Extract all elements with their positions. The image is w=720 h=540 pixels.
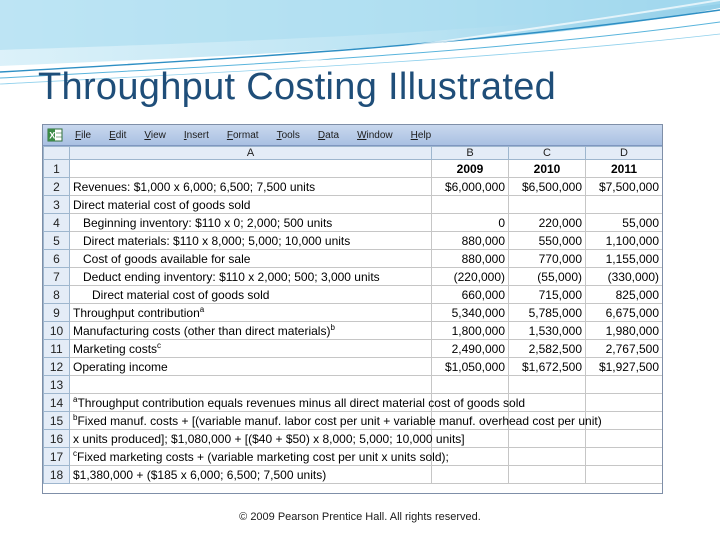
cell-d12[interactable]: $1,927,500: [586, 358, 663, 376]
menu-data[interactable]: Data: [317, 129, 340, 141]
note-cell-a17[interactable]: [70, 448, 449, 466]
table-row: [44, 376, 663, 394]
table-row: [44, 412, 663, 430]
footnote-marker: b: [73, 412, 78, 422]
cell-a11-text: Marketing costs: [73, 341, 158, 356]
cell-a4[interactable]: Beginning inventory: $110 x 0; 2,000; 500 units: [70, 214, 432, 232]
cell-a13[interactable]: [70, 376, 432, 394]
slide-title: Throughput Costing Illustrated: [38, 66, 557, 108]
cell-a2[interactable]: Revenues: $1,000 x 6,000; 6,500; 7,500 units: [70, 178, 432, 196]
menu-view[interactable]: View: [144, 129, 166, 141]
cell-b1[interactable]: 2009: [432, 160, 509, 178]
footnote-marker: b: [330, 322, 335, 332]
menu-file[interactable]: File: [75, 129, 92, 141]
note-text: Fixed manuf. costs + [(variable manuf. labor cost per unit + variable manuf. overhead cost per unit): [77, 413, 602, 428]
row-header[interactable]: 3: [44, 196, 70, 214]
row-header[interactable]: 16: [44, 430, 70, 448]
cell-d2[interactable]: $7,500,000: [586, 178, 663, 196]
cell-d17[interactable]: [586, 448, 663, 466]
cell-d13[interactable]: [586, 376, 663, 394]
table-row: [44, 268, 663, 286]
cell-d18[interactable]: [586, 466, 663, 484]
row-header[interactable]: 13: [44, 376, 70, 394]
cell-b13[interactable]: [432, 376, 509, 394]
table-row: [44, 394, 663, 412]
cell-a6[interactable]: Cost of goods available for sale: [70, 250, 432, 268]
table-row: [44, 340, 663, 358]
row-header[interactable]: 6: [44, 250, 70, 268]
menu-insert[interactable]: Insert: [183, 129, 209, 141]
table-row: [44, 196, 663, 214]
cell-b5[interactable]: 880,000: [432, 232, 509, 250]
row-header[interactable]: 11: [44, 340, 70, 358]
cell-d6[interactable]: 1,155,000: [586, 250, 663, 268]
menu-help[interactable]: Help: [410, 129, 432, 141]
cell-a9[interactable]: [70, 304, 432, 322]
note-text: Throughput contribution equals revenues minus all direct material cost of goods sold: [77, 395, 526, 410]
note-cell-a15[interactable]: [70, 412, 602, 430]
row-header[interactable]: 7: [44, 268, 70, 286]
column-header-a[interactable]: A: [70, 147, 432, 160]
cell-b10[interactable]: 1,800,000: [432, 322, 509, 340]
table-row: [44, 250, 663, 268]
table-row: [44, 232, 663, 250]
row-header[interactable]: 14: [44, 394, 70, 412]
row-header[interactable]: 9: [44, 304, 70, 322]
note-cell-a14[interactable]: [70, 394, 526, 412]
note-text: $1,380,000 + ($185 x 6,000; 6,500; 7,500 units): [73, 467, 327, 482]
cell-b9[interactable]: 5,340,000: [432, 304, 509, 322]
table-row: [44, 178, 663, 196]
cell-a1[interactable]: [70, 160, 432, 178]
cell-d7[interactable]: (330,000): [586, 268, 663, 286]
row-header[interactable]: 17: [44, 448, 70, 466]
column-header-d[interactable]: D: [586, 147, 663, 160]
cell-b4[interactable]: 0: [432, 214, 509, 232]
select-all-corner[interactable]: [44, 147, 70, 160]
column-header-b[interactable]: B: [432, 147, 509, 160]
cell-a5[interactable]: Direct materials: $110 x 8,000; 5,000; 10,000 units: [70, 232, 432, 250]
cell-c8[interactable]: 715,000: [509, 286, 586, 304]
table-row: [44, 286, 663, 304]
cell-d11[interactable]: 2,767,500: [586, 340, 663, 358]
cell-c3[interactable]: [509, 196, 586, 214]
row-header[interactable]: 15: [44, 412, 70, 430]
row-header[interactable]: 12: [44, 358, 70, 376]
cell-a10[interactable]: [70, 322, 432, 340]
table-row: [44, 430, 663, 448]
cell-b12[interactable]: $1,050,000: [432, 358, 509, 376]
cell-c6[interactable]: 770,000: [509, 250, 586, 268]
cell-b6[interactable]: 880,000: [432, 250, 509, 268]
svg-text:X: X: [49, 130, 56, 141]
cell-b3[interactable]: [432, 196, 509, 214]
cell-c16[interactable]: [509, 430, 586, 448]
cell-d3[interactable]: [586, 196, 663, 214]
table-row: [44, 322, 663, 340]
table-row: [44, 160, 663, 178]
excel-app-icon[interactable]: [43, 125, 67, 145]
cell-d16[interactable]: [586, 430, 663, 448]
cell-b2[interactable]: $6,000,000: [432, 178, 509, 196]
cell-c5[interactable]: 550,000: [509, 232, 586, 250]
cell-c9[interactable]: 5,785,000: [509, 304, 586, 322]
cell-a7[interactable]: Deduct ending inventory: $110 x 2,000; 500; 3,000 units: [70, 268, 432, 286]
row-header[interactable]: 5: [44, 232, 70, 250]
cell-d10[interactable]: 1,980,000: [586, 322, 663, 340]
row-header[interactable]: 8: [44, 286, 70, 304]
menu-bar: [43, 125, 662, 146]
cell-d14[interactable]: [586, 394, 663, 412]
note-text: Fixed marketing costs + (variable marketing cost per unit x units sold);: [77, 449, 449, 464]
row-header[interactable]: 10: [44, 322, 70, 340]
cell-a10-text: Manufacturing costs (other than direct materials): [73, 323, 331, 338]
cell-c11[interactable]: 2,582,500: [509, 340, 586, 358]
table-row: [44, 466, 663, 484]
row-header[interactable]: 4: [44, 214, 70, 232]
column-header-c[interactable]: C: [509, 147, 586, 160]
row-header[interactable]: 2: [44, 178, 70, 196]
menu-tools[interactable]: Tools: [276, 129, 300, 141]
cell-b7[interactable]: (220,000): [432, 268, 509, 286]
cell-c10[interactable]: 1,530,000: [509, 322, 586, 340]
footnote-marker: a: [199, 304, 205, 314]
cell-d5[interactable]: 1,100,000: [586, 232, 663, 250]
cell-d8[interactable]: 825,000: [586, 286, 663, 304]
spreadsheet-grid: [43, 146, 663, 484]
cell-c1[interactable]: 2010: [509, 160, 586, 178]
cell-a11[interactable]: [70, 340, 432, 358]
cell-c13[interactable]: [509, 376, 586, 394]
note-cell-a18[interactable]: [70, 466, 432, 484]
footnote-marker: c: [73, 448, 77, 458]
note-text: x units produced]; $1,080,000 + [($40 + $50) x 8,000; 5,000; 10,000 units]: [73, 431, 465, 446]
column-header-row: [44, 147, 663, 160]
note-cell-a16[interactable]: [70, 430, 465, 448]
row-header[interactable]: 18: [44, 466, 70, 484]
cell-a3[interactable]: Direct material cost of goods sold: [70, 196, 432, 214]
footnote-marker: a: [73, 394, 78, 404]
cell-d9[interactable]: 6,675,000: [586, 304, 663, 322]
cell-c2[interactable]: $6,500,000: [509, 178, 586, 196]
cell-b11[interactable]: 2,490,000: [432, 340, 509, 358]
excel-window: [42, 124, 663, 494]
table-row: [44, 358, 663, 376]
menu-window[interactable]: Window: [357, 129, 393, 141]
copyright-footer: © 2009 Pearson Prentice Hall. All rights reserved.: [239, 511, 481, 523]
menu-edit[interactable]: Edit: [109, 129, 127, 141]
cell-c7[interactable]: (55,000): [509, 268, 586, 286]
cell-b18[interactable]: [432, 466, 509, 484]
cell-a12[interactable]: Operating income: [70, 358, 432, 376]
footnote-marker: c: [157, 340, 162, 350]
cell-c4[interactable]: 220,000: [509, 214, 586, 232]
table-row: [44, 448, 663, 466]
cell-d1[interactable]: 2011: [586, 160, 663, 178]
cell-b8[interactable]: 660,000: [432, 286, 509, 304]
cell-a8[interactable]: Direct material cost of goods sold: [70, 286, 432, 304]
row-header[interactable]: 1: [44, 160, 70, 178]
table-row: [44, 214, 663, 232]
cell-c17[interactable]: [509, 448, 586, 466]
cell-a9-text: Throughput contribution: [73, 305, 200, 320]
table-row: [44, 304, 663, 322]
cell-c12[interactable]: $1,672,500: [509, 358, 586, 376]
menu-format[interactable]: Format: [226, 129, 259, 141]
cell-d4[interactable]: 55,000: [586, 214, 663, 232]
cell-c18[interactable]: [509, 466, 586, 484]
